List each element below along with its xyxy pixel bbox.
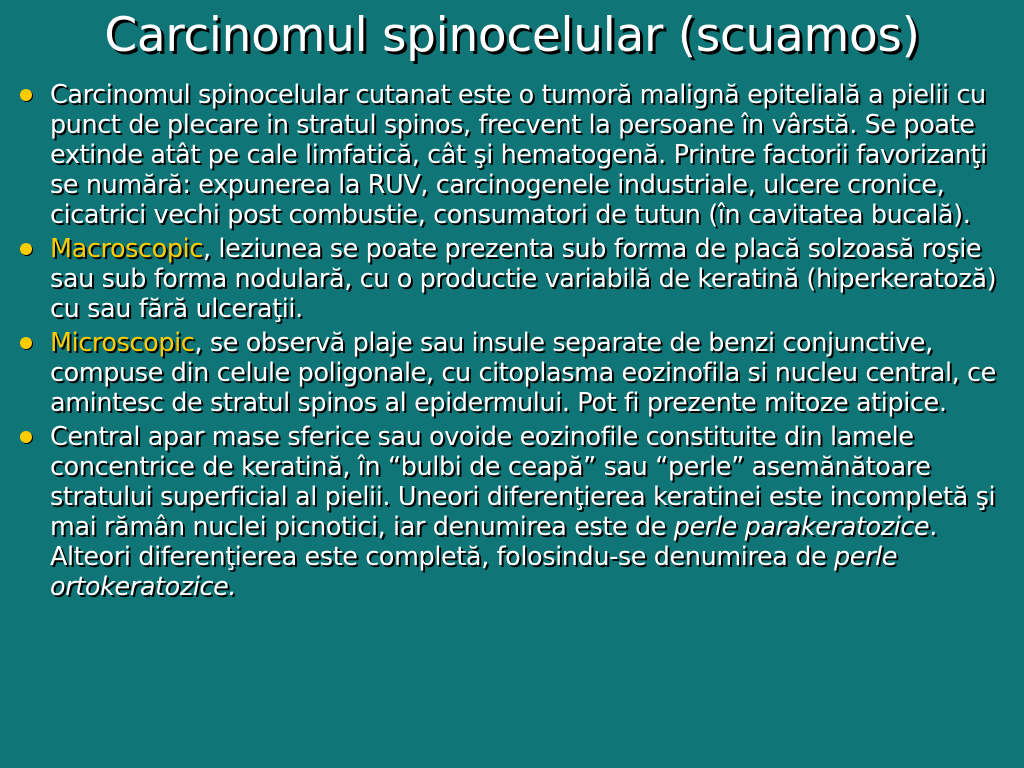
bullet-item-definition [18, 80, 1022, 230]
bullet-highlight-term: Microscopic [50, 328, 195, 358]
bullet-text: . Alteori diferenţierea este completă, folosindu-se denumirea de [50, 512, 938, 572]
bullet-dot-icon [20, 89, 32, 101]
bullet-italic-term: perle ortokeratozice. [50, 542, 898, 602]
slide-title: Carcinomul spinocelular (scuamos) [104, 8, 920, 63]
bullet-text: , leziunea se poate prezenta sub forma de placă solzoasă roşie sau sub forma nodulară, cu o productie variabilă de keratină (hiperkeratoză) cu sau fără ulceraţii. [50, 234, 997, 324]
bullet-item-keratin-pearls [18, 422, 1022, 602]
bullet-list [18, 80, 1022, 606]
bullet-text: , se observă plaje sau insule separate de benzi conjunctive, compuse din celule poligonale, cu citoplasma eozinofila si nucleu central, ce amintesc de stratul spinos al epidermului. Pot fi prezente mitoze atipice. [50, 328, 996, 418]
bullet-dot-icon [20, 243, 32, 255]
bullet-text: Central apar mase sferice sau ovoide eozinofile constituite din lamele concentrice de keratină, în “bulbi de ceapă” sau “perle” asemănătoare stratului superficial al pielii. Uneori diferenţierea keratinei este incompletă şi mai rămân nuclei picnotici, iar denumirea este de [50, 422, 996, 542]
bullet-dot-icon [20, 337, 32, 349]
bullet-dot-icon [20, 431, 32, 443]
bullet-text: Carcinomul spinocelular cutanat este o tumoră malignă epitelială a pielii cu punct de plecare in stratul spinos, frecvent la persoane în vârstă. Se poate extinde atât pe cale limfatică, cât şi hematogenă. Printre factorii favorizanţi se numără: expunerea la RUV, carcinogenele industriale, ulcere cronice, cicatrici vechi post combustie, consumatori de tutun (în cavitatea bucală). [50, 80, 987, 230]
bullet-item-microscopic [18, 328, 1022, 418]
bullet-highlight-term: Macroscopic [50, 234, 203, 264]
bullet-item-macroscopic [18, 234, 1022, 324]
bullet-italic-term: perle parakeratozice [673, 512, 930, 542]
